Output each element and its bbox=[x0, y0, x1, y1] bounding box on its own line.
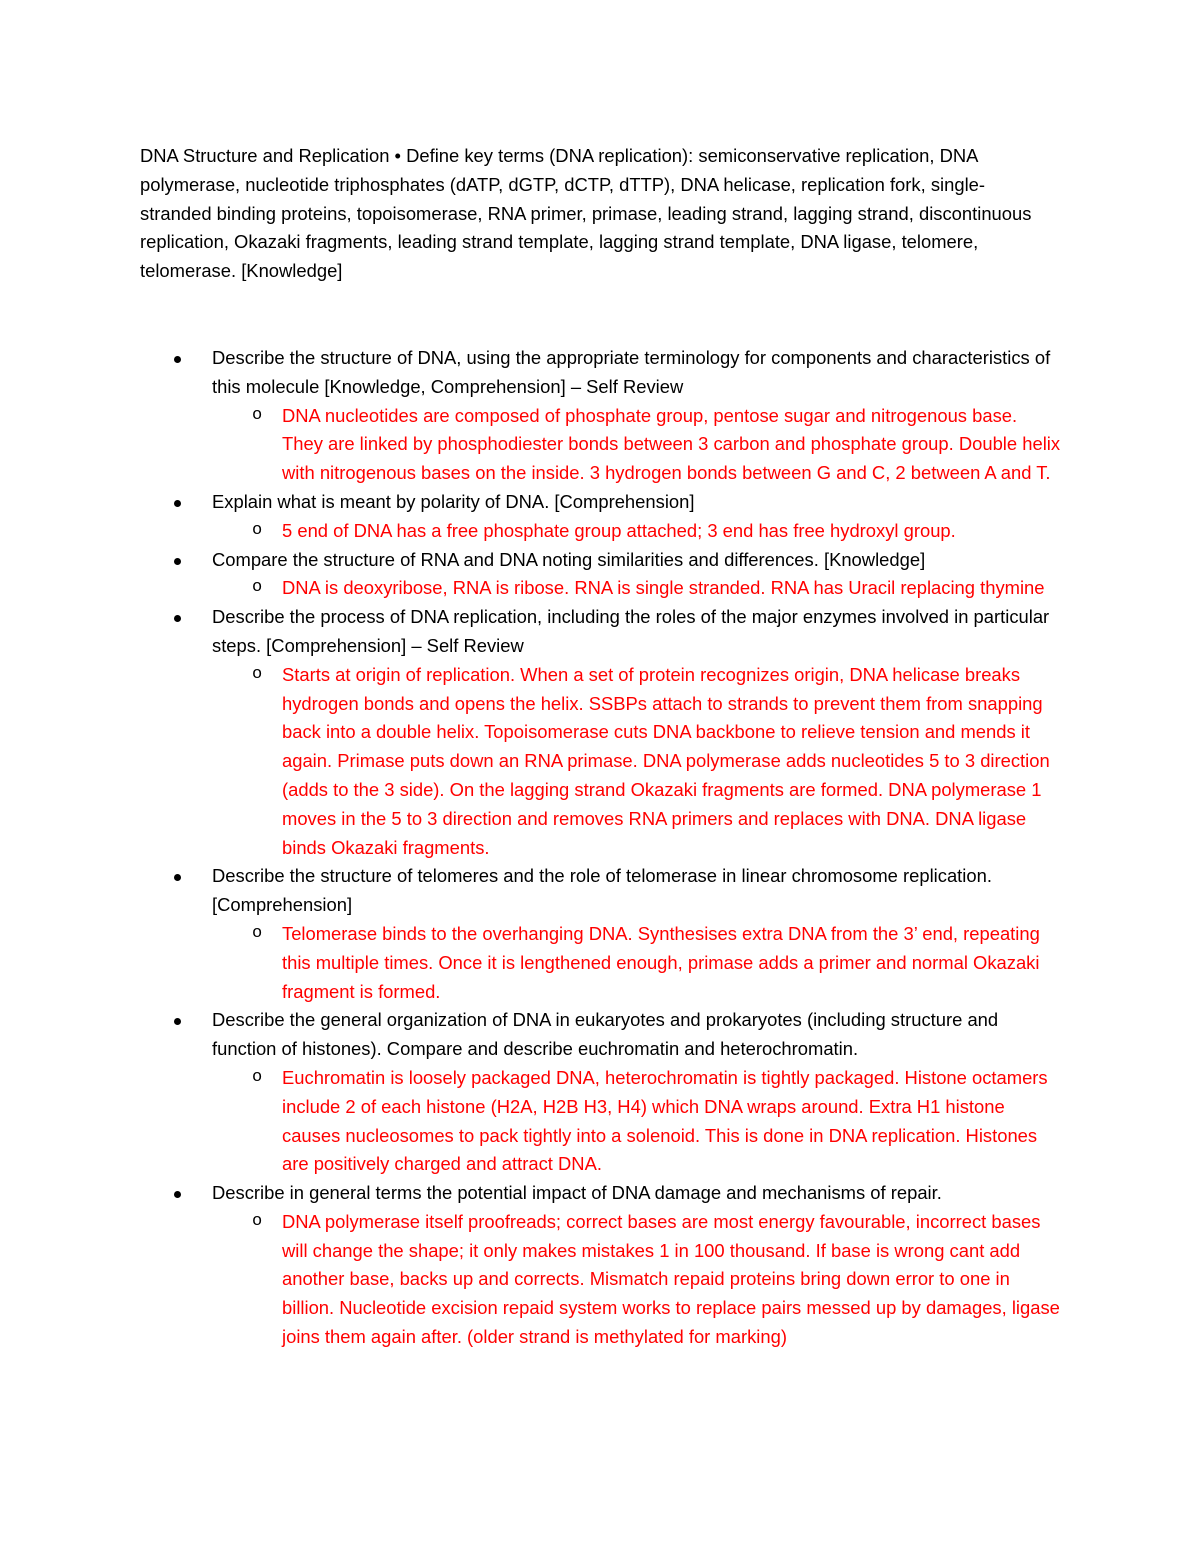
objective-question: Explain what is meant by polarity of DNA. [Comprehension] bbox=[212, 490, 695, 512]
sub-bullet-icon: o bbox=[252, 578, 263, 598]
bullet-icon bbox=[174, 356, 181, 363]
answer-list bbox=[212, 402, 1060, 488]
answer-list bbox=[212, 1064, 1060, 1179]
sub-bullet-icon: o bbox=[252, 1211, 263, 1231]
sub-bullet-icon: o bbox=[252, 664, 263, 684]
bullet-icon bbox=[174, 558, 181, 565]
answer-list bbox=[212, 920, 1060, 1006]
answer-list bbox=[212, 1208, 1060, 1352]
objective-item bbox=[140, 488, 1060, 546]
bullet-icon bbox=[174, 874, 181, 881]
sub-bullet-icon: o bbox=[252, 1067, 263, 1087]
objective-answer: Telomerase binds to the overhanging DNA. Synthesises extra DNA from the 3’ end, repeating this multiple times. Once it is lengthened enough, primase adds a primer and normal Okazaki fragment is formed. bbox=[282, 922, 1040, 1002]
sub-bullet-icon: o bbox=[252, 923, 263, 943]
answer-list bbox=[212, 574, 1060, 603]
paragraph-spacer bbox=[140, 286, 1060, 344]
bullet-icon bbox=[174, 1018, 181, 1025]
objective-answer: 5 end of DNA has a free phosphate group attached; 3 end has free hydroxyl group. bbox=[282, 519, 956, 541]
answer-item bbox=[212, 661, 1060, 863]
learning-objectives-list bbox=[140, 344, 1060, 1352]
answer-list bbox=[212, 517, 1060, 546]
sub-bullet-icon: o bbox=[252, 405, 263, 425]
answer-item bbox=[212, 574, 1060, 603]
objective-answer: DNA polymerase itself proofreads; correct bases are most energy favourable, incorrect bases will change the shape; it only makes mistakes 1 in 100 thousand. If base is wrong cant add another base, backs up and corrects. Mismatch repaid proteins bring down error to one in billion. Nucleotide excision repaid system works to replace pairs messed up by damages, ligase joins them again after. (older strand is methylated for marking) bbox=[282, 1210, 1060, 1348]
objective-item bbox=[140, 1179, 1060, 1352]
bullet-icon bbox=[174, 615, 181, 622]
objective-answer: Euchromatin is loosely packaged DNA, heterochromatin is tightly packaged. Histone octamers include 2 of each histone (H2A, H2B H3, H4) which DNA wraps around. Extra H1 histone causes nucleosomes to pack tightly into a solenoid. This is done in DNA replication. Histones are positively charged and attract DNA. bbox=[282, 1066, 1048, 1175]
answer-item bbox=[212, 1064, 1060, 1179]
objective-question: Describe in general terms the potential impact of DNA damage and mechanisms of repair. bbox=[212, 1182, 942, 1204]
objective-question: Describe the process of DNA replication, including the roles of the major enzymes involved in particular steps. [Comprehension] – Self Review bbox=[212, 606, 1050, 656]
objective-item bbox=[140, 344, 1060, 488]
document-page bbox=[140, 142, 1060, 1352]
bullet-icon bbox=[174, 500, 181, 507]
objective-answer: DNA nucleotides are composed of phosphate group, pentose sugar and nitrogenous base. They are linked by phosphodiester bonds between 3 carbon and phosphate group. Double helix with nitrogenous bases on the inside. 3 hydrogen bonds between G and C, 2 between A and T. bbox=[282, 404, 1061, 484]
objective-question: Describe the general organization of DNA in eukaryotes and prokaryotes (including structure and function of histones). Compare and describe euchromatin and heterochromatin. bbox=[212, 1009, 999, 1060]
objective-item bbox=[140, 603, 1060, 862]
answer-list bbox=[212, 661, 1060, 863]
objective-question: Describe the structure of telomeres and the role of telomerase in linear chromosome replication. [Comprehension] bbox=[212, 865, 992, 916]
bullet-icon bbox=[174, 1191, 181, 1198]
answer-item bbox=[212, 1208, 1060, 1352]
objective-item bbox=[140, 862, 1060, 1006]
objective-question: Compare the structure of RNA and DNA noting similarities and differences. [Knowledge] bbox=[212, 548, 926, 570]
objective-question: Describe the structure of DNA, using the appropriate terminology for components and characteristics of this molecule [Knowledge, Comprehension] – Self Review bbox=[212, 346, 1051, 397]
answer-item bbox=[212, 920, 1060, 1006]
objective-answer: DNA is deoxyribose, RNA is ribose. RNA is single stranded. RNA has Uracil replacing thymine bbox=[282, 577, 1045, 599]
answer-item bbox=[212, 402, 1060, 488]
objective-answer: Starts at origin of replication. When a set of protein recognizes origin, DNA helicase breaks hydrogen bonds and opens the helix. SSBPs attach to strands to prevent them from snapping back into a double helix. Topoisomerase cuts DNA backbone to relieve tension and mends it again. Primase puts down an RNA primase. DNA polymerase adds nucleotides 5 to 3 direction (adds to the 3 side). On the lagging strand Okazaki fragments are formed. DNA polymerase 1 moves in the 5 to 3 direction and removes RNA primers and replaces with DNA. DNA ligase binds Okazaki fragments. bbox=[282, 663, 1050, 858]
objective-item bbox=[140, 546, 1060, 604]
objective-item bbox=[140, 1006, 1060, 1179]
sub-bullet-icon: o bbox=[252, 520, 263, 540]
answer-item bbox=[212, 517, 1060, 546]
document-intro: DNA Structure and Replication • Define key terms (DNA replication): semiconservative replication, DNA polymerase, nucleotide triphosphates (dATP, dGTP, dCTP, dTTP), DNA helicase, replication fork, single-stranded binding proteins, topoisomerase, RNA primer, primase, leading strand, lagging strand, discontinuous replication, Okazaki fragments, leading strand template, lagging strand template, DNA ligase, telomere, telomerase. [Knowledge] bbox=[140, 145, 1032, 282]
